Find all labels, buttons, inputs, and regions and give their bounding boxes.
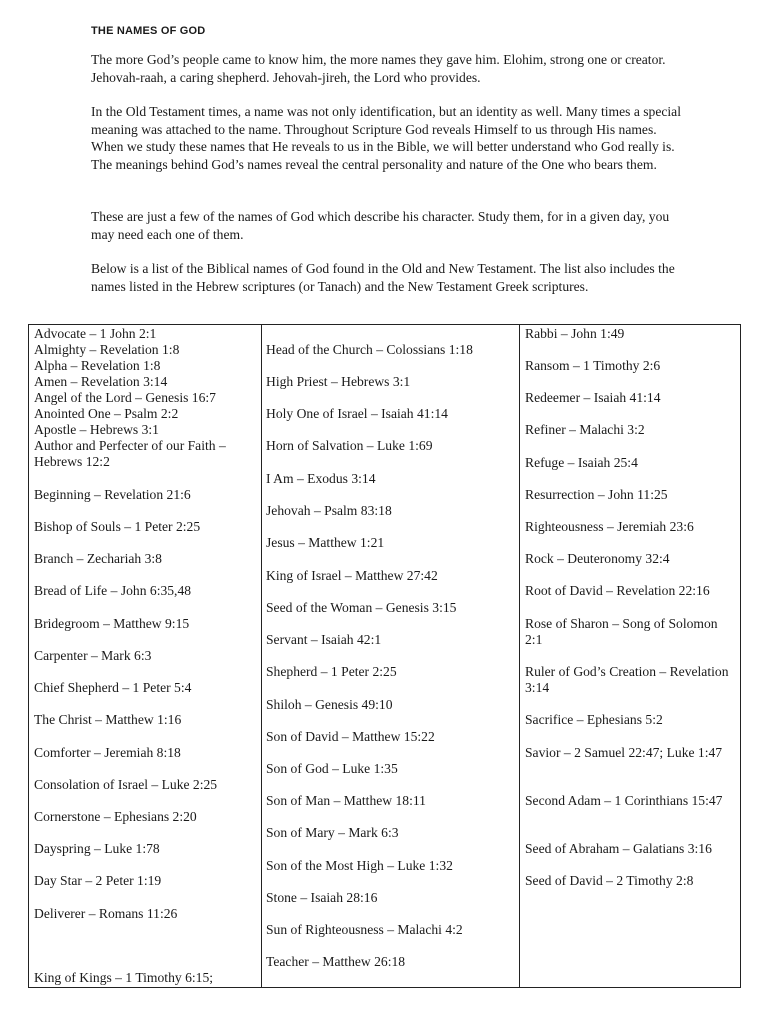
name-entry: Son of the Most High – Luke 1:32: [266, 858, 453, 873]
name-entry: Shepherd – 1 Peter 2:25: [266, 664, 397, 679]
name-entry: Comforter – Jeremiah 8:18: [34, 745, 181, 760]
intro-paragraph: The more God’s people came to know him, the more names they gave him. Elohim, strong one or creator. Jehovah-raah, a caring shepherd. Jehovah-jireh, the Lord who provides.: [91, 52, 666, 85]
name-entry: King of Kings – 1 Timothy 6:15;: [34, 970, 214, 985]
name-entry: Dayspring – Luke 1:78: [34, 841, 160, 856]
name-entry: Author and Perfecter of our Faith – Hebrews 12:2: [34, 438, 226, 469]
name-entry: High Priest – Hebrews 3:1: [266, 374, 411, 389]
name-entry: Alpha – Revelation 1:8: [34, 358, 161, 373]
name-entry: Resurrection – John 11:25: [525, 487, 668, 502]
name-entry: Holy One of Israel – Isaiah 41:14: [266, 406, 448, 421]
name-entry: Son of David – Matthew 15:22: [266, 729, 435, 744]
name-entry: Shiloh – Genesis 49:10: [266, 697, 393, 712]
name-entry: Teacher – Matthew 26:18: [266, 954, 406, 969]
name-entry: Second Adam – 1 Corinthians 15:47: [525, 793, 723, 808]
name-entry: Day Star – 2 Peter 1:19: [34, 873, 162, 888]
name-entry: Refuge – Isaiah 25:4: [525, 455, 638, 470]
column-divider: [519, 325, 520, 987]
name-entry: Consolation of Israel – Luke 2:25: [34, 777, 218, 792]
name-entry: Seed of the Woman – Genesis 3:15: [266, 600, 457, 615]
name-entry: Beginning – Revelation 21:6: [34, 487, 191, 502]
name-entry: Ransom – 1 Timothy 2:6: [525, 358, 661, 373]
name-entry: Bridegroom – Matthew 9:15: [34, 616, 190, 631]
name-entry: Horn of Salvation – Luke 1:69: [266, 438, 433, 453]
names-table: [28, 324, 741, 988]
name-entry: Rose of Sharon – Song of Solomon 2:1: [525, 616, 718, 647]
name-entry: Deliverer – Romans 11:26: [34, 906, 178, 921]
name-entry: Seed of Abraham – Galatians 3:16: [525, 841, 712, 856]
name-entry: Savior – 2 Samuel 22:47; Luke 1:47: [525, 745, 723, 760]
name-entry: The Christ – Matthew 1:16: [34, 712, 182, 727]
name-entry: Righteousness – Jeremiah 23:6: [525, 519, 694, 534]
name-entry: Son of God – Luke 1:35: [266, 761, 398, 776]
name-entry: Advocate – 1 John 2:1: [34, 326, 157, 341]
name-entry: Son of Mary – Mark 6:3: [266, 825, 399, 840]
intro-paragraph: In the Old Testament times, a name was not only identification, but an identity as well. Many times a special meaning was attached to the name. Throughout Scripture God reveals Himself to us through His names. When we study these names that He reveals to us in the Bible, we will better understand who God really is. The meanings behind God’s names reveal the central personality and nature of the One who bears them.: [91, 104, 681, 172]
name-entry: I Am – Exodus 3:14: [266, 471, 376, 486]
name-entry: Angel of the Lord – Genesis 16:7: [34, 390, 216, 405]
names-column-1: [34, 325, 258, 987]
name-entry: Servant – Isaiah 42:1: [266, 632, 382, 647]
name-entry: Amen – Revelation 3:14: [34, 374, 168, 389]
name-entry: Cornerstone – Ephesians 2:20: [34, 809, 197, 824]
name-entry: Rock – Deuteronomy 32:4: [525, 551, 670, 566]
names-column-3: [525, 325, 735, 987]
column-divider: [261, 325, 262, 987]
name-entry: Carpenter – Mark 6:3: [34, 648, 152, 663]
name-entry: King of Israel – Matthew 27:42: [266, 568, 438, 583]
name-entry: Seed of David – 2 Timothy 2:8: [525, 873, 694, 888]
name-entry: Anointed One – Psalm 2:2: [34, 406, 179, 421]
name-entry: Redeemer – Isaiah 41:14: [525, 390, 661, 405]
name-entry: Root of David – Revelation 22:16: [525, 583, 710, 598]
page-title: THE NAMES OF GOD: [91, 25, 206, 37]
name-entry: Rabbi – John 1:49: [525, 326, 625, 341]
name-entry: Apostle – Hebrews 3:1: [34, 422, 159, 437]
name-entry: Sacrifice – Ephesians 5:2: [525, 712, 663, 727]
intro-paragraph: These are just a few of the names of God which describe his character. Study them, for in a given day, you may need each one of them.: [91, 209, 670, 242]
name-entry: Almighty – Revelation 1:8: [34, 342, 180, 357]
name-entry: Stone – Isaiah 28:16: [266, 890, 378, 905]
name-entry: Branch – Zechariah 3:8: [34, 551, 162, 566]
names-column-2: [266, 325, 516, 987]
name-entry: Ruler of God’s Creation – Revelation 3:14: [525, 664, 729, 695]
name-entry: Jehovah – Psalm 83:18: [266, 503, 392, 518]
intro-paragraph: Below is a list of the Biblical names of God found in the Old and New Testament. The list also includes the names listed in the Hebrew scriptures (or Tanach) and the New Testament Greek scriptures.: [91, 261, 675, 294]
name-entry: Head of the Church – Colossians 1:18: [266, 342, 473, 357]
name-entry: Bishop of Souls – 1 Peter 2:25: [34, 519, 201, 534]
name-entry: Bread of Life – John 6:35,48: [34, 583, 192, 598]
name-entry: Sun of Righteousness – Malachi 4:2: [266, 922, 463, 937]
name-entry: Refiner – Malachi 3:2: [525, 422, 645, 437]
name-entry: Chief Shepherd – 1 Peter 5:4: [34, 680, 192, 695]
name-entry: Jesus – Matthew 1:21: [266, 535, 385, 550]
name-entry: Son of Man – Matthew 18:11: [266, 793, 426, 808]
